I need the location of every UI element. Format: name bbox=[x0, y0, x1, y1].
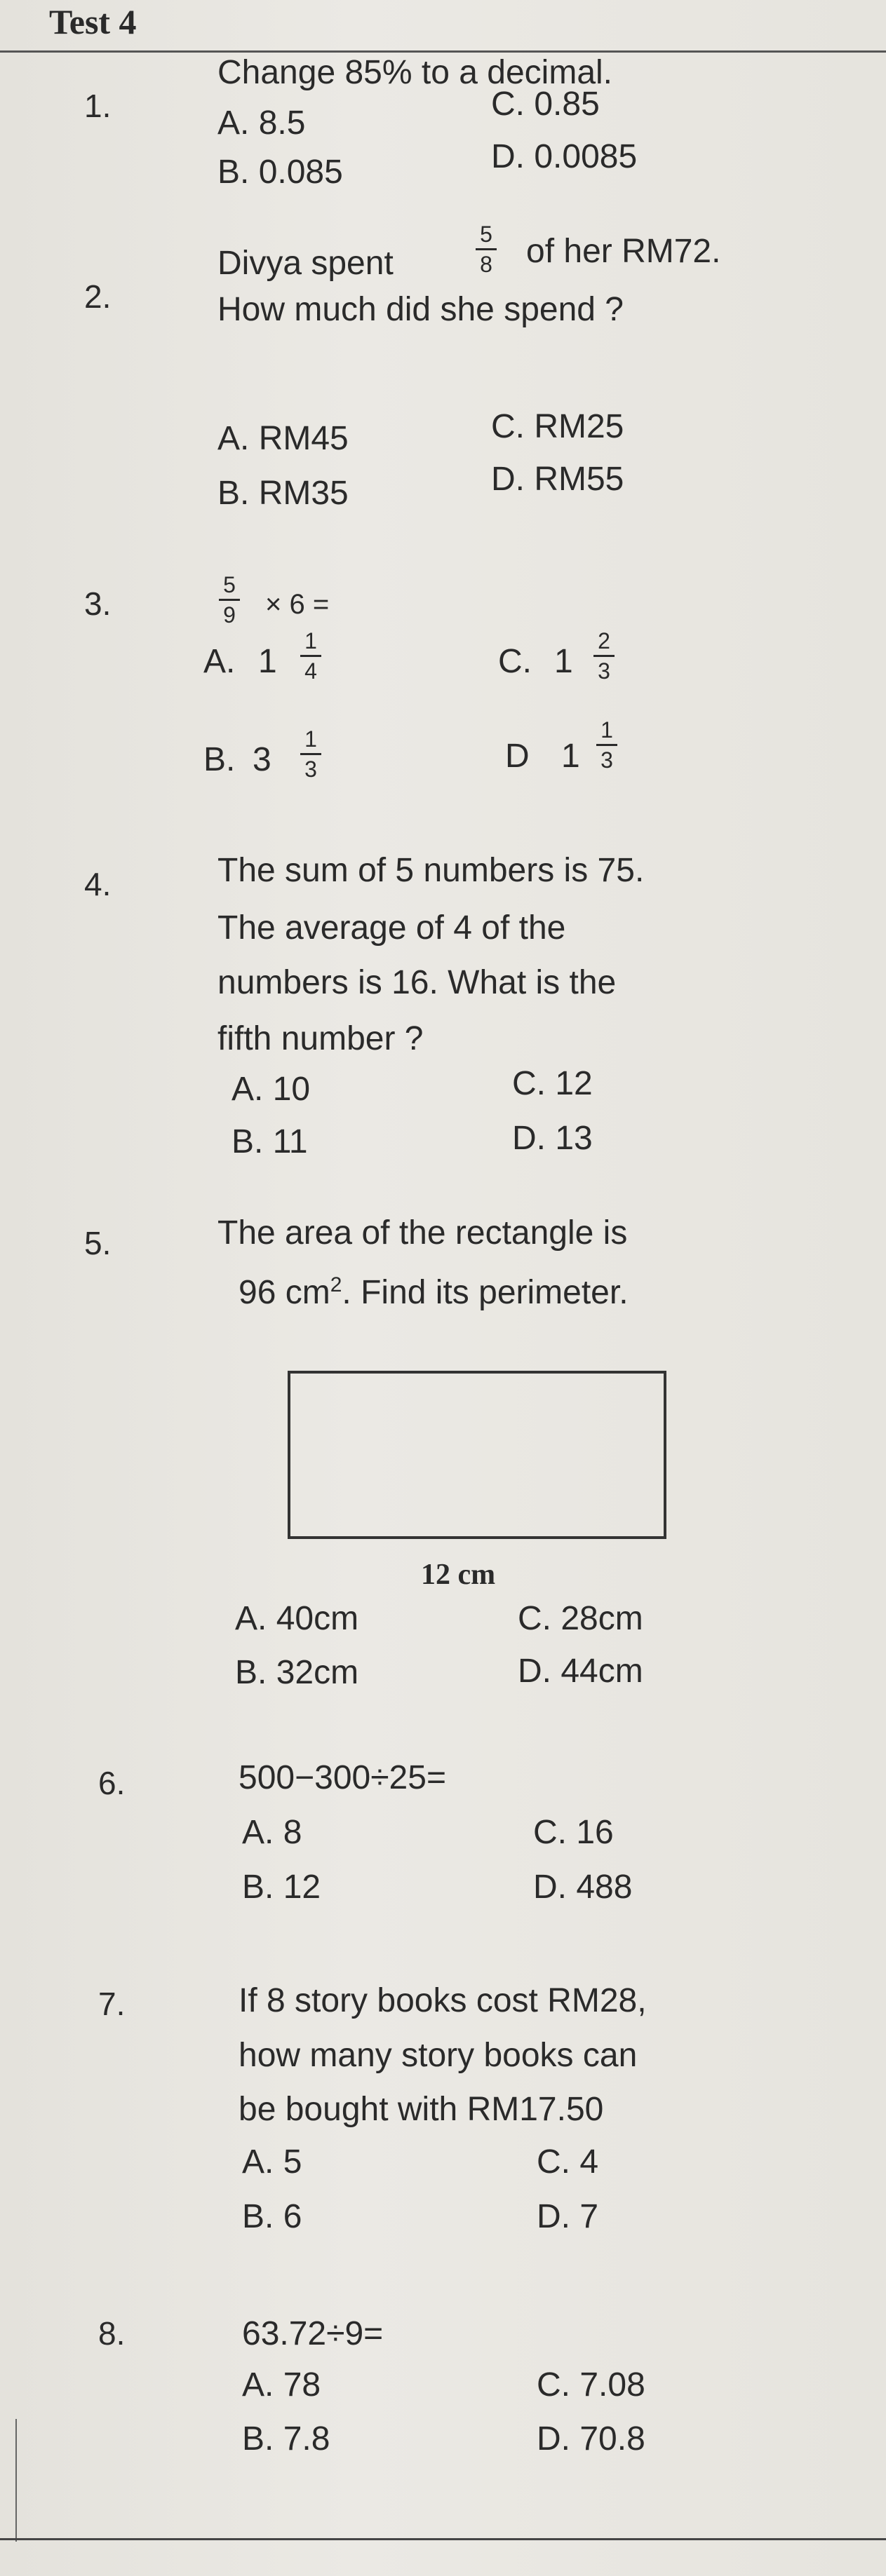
q3-fraction-denominator: 9 bbox=[223, 602, 236, 628]
denominator: 3 bbox=[304, 757, 317, 782]
q3-option-b-fraction bbox=[300, 728, 321, 780]
q5-area-exponent: 2 bbox=[330, 1273, 342, 1296]
page-title: Test 4 bbox=[49, 2, 137, 41]
numerator: 1 bbox=[304, 628, 317, 653]
q8-option-d[interactable]: D. 70.8 bbox=[537, 2420, 645, 2458]
q3-option-d-label: D bbox=[505, 738, 530, 775]
q4-option-c[interactable]: C. 12 bbox=[512, 1065, 593, 1102]
q1-option-c[interactable]: C. 0.85 bbox=[491, 86, 600, 123]
q2-fraction bbox=[476, 223, 497, 276]
q5-option-d[interactable]: D. 44cm bbox=[518, 1653, 643, 1690]
q7-option-b[interactable]: B. 6 bbox=[242, 2198, 302, 2235]
fraction-bar bbox=[300, 753, 321, 755]
q7-line-3: be bought with RM17.50 bbox=[239, 2091, 604, 2128]
q3-fraction-numerator: 5 bbox=[223, 572, 236, 597]
q6-expression: 500−300÷25= bbox=[239, 1759, 446, 1796]
q3-option-b-whole: 3 bbox=[253, 741, 271, 778]
q5-line-1: The area of the rectangle is bbox=[217, 1214, 628, 1252]
q3-option-c-label: C. bbox=[498, 643, 532, 680]
q7-option-c[interactable]: C. 4 bbox=[537, 2143, 599, 2181]
q2-text-before: Divya spent bbox=[217, 245, 394, 282]
q1-text: Change 85% to a decimal. bbox=[217, 54, 613, 91]
q8-expression: 63.72÷9= bbox=[242, 2315, 384, 2352]
q5-number: 5. bbox=[84, 1225, 112, 1261]
q4-line-4: fifth number ? bbox=[217, 1020, 424, 1057]
q3-expression-tail: × 6 = bbox=[265, 589, 330, 620]
q5-line-2-tail: . Find its perimeter. bbox=[342, 1274, 629, 1311]
q4-line-1: The sum of 5 numbers is 75. bbox=[217, 852, 645, 889]
q2-text-line2: How much did she spend ? bbox=[217, 291, 624, 328]
q4-line-2: The average of 4 of the bbox=[217, 909, 566, 947]
numerator: 2 bbox=[598, 628, 610, 653]
q2-text-after: of her RM72. bbox=[526, 233, 721, 270]
q3-option-c-whole: 1 bbox=[554, 643, 573, 680]
q8-option-b[interactable]: B. 7.8 bbox=[242, 2420, 330, 2458]
q7-option-a[interactable]: A. 5 bbox=[242, 2143, 302, 2181]
q2-option-a[interactable]: A. RM45 bbox=[217, 420, 349, 457]
q4-number: 4. bbox=[84, 866, 112, 902]
rectangle-figure bbox=[288, 1371, 666, 1539]
q1-number: 1. bbox=[84, 88, 112, 124]
fraction-bar bbox=[476, 248, 497, 250]
q4-option-d[interactable]: D. 13 bbox=[512, 1120, 593, 1157]
fraction-bar bbox=[593, 655, 615, 657]
q5-option-b[interactable]: B. 32cm bbox=[235, 1654, 359, 1691]
fraction-bar bbox=[596, 744, 617, 746]
q6-option-b[interactable]: B. 12 bbox=[242, 1869, 321, 1906]
q3-option-a-label: A. bbox=[203, 643, 236, 680]
q3-number: 3. bbox=[84, 585, 112, 622]
q3-option-a-fraction bbox=[300, 630, 321, 682]
q2-fraction-denominator: 8 bbox=[480, 252, 492, 277]
q1-option-b[interactable]: B. 0.085 bbox=[217, 154, 343, 191]
q6-number: 6. bbox=[98, 1765, 126, 1801]
q1-option-a[interactable]: A. 8.5 bbox=[217, 104, 306, 142]
q2-number: 2. bbox=[84, 278, 112, 315]
q7-number: 7. bbox=[98, 1986, 126, 2022]
q8-option-a[interactable]: A. 78 bbox=[242, 2366, 321, 2404]
q7-option-d[interactable]: D. 7 bbox=[537, 2198, 599, 2235]
header-divider bbox=[0, 50, 886, 53]
q6-option-c[interactable]: C. 16 bbox=[533, 1814, 614, 1851]
page-left-border bbox=[15, 2419, 17, 2542]
numerator: 1 bbox=[600, 717, 613, 743]
q4-option-a[interactable]: A. 10 bbox=[231, 1071, 311, 1108]
q2-option-d[interactable]: D. RM55 bbox=[491, 461, 624, 498]
q8-number: 8. bbox=[98, 2315, 126, 2352]
q5-option-c[interactable]: C. 28cm bbox=[518, 1600, 643, 1637]
rectangle-length-label: 12 cm bbox=[421, 1559, 496, 1591]
q2-option-c[interactable]: C. RM25 bbox=[491, 408, 624, 445]
q6-option-a[interactable]: A. 8 bbox=[242, 1814, 302, 1851]
q2-fraction-numerator: 5 bbox=[480, 222, 492, 247]
footer-divider bbox=[0, 2538, 886, 2540]
q6-option-d[interactable]: D. 488 bbox=[533, 1869, 633, 1906]
q3-option-d-whole: 1 bbox=[561, 738, 580, 775]
q3-option-a-whole: 1 bbox=[258, 643, 277, 680]
q2-option-b[interactable]: B. RM35 bbox=[217, 475, 349, 512]
q3-option-b-label: B. bbox=[203, 741, 236, 778]
q4-line-3: numbers is 16. What is the bbox=[217, 964, 617, 1001]
denominator: 3 bbox=[600, 747, 613, 773]
fraction-bar bbox=[300, 655, 321, 657]
q5-option-a[interactable]: A. 40cm bbox=[235, 1600, 359, 1637]
q3-option-c-fraction bbox=[593, 630, 615, 682]
q3-option-d-fraction bbox=[596, 719, 617, 771]
denominator: 4 bbox=[304, 658, 317, 684]
q7-line-1: If 8 story books cost RM28, bbox=[239, 1982, 647, 2019]
q5-line-2 bbox=[239, 1275, 629, 1310]
q5-area-value: 96 cm bbox=[239, 1274, 330, 1311]
q7-line-2: how many story books can bbox=[239, 2037, 638, 2074]
numerator: 1 bbox=[304, 726, 317, 752]
q1-option-d[interactable]: D. 0.0085 bbox=[491, 138, 638, 175]
q8-option-c[interactable]: C. 7.08 bbox=[537, 2366, 645, 2404]
fraction-bar bbox=[219, 599, 240, 601]
q4-option-b[interactable]: B. 11 bbox=[231, 1123, 308, 1160]
q3-fraction bbox=[219, 574, 240, 626]
denominator: 3 bbox=[598, 658, 610, 684]
